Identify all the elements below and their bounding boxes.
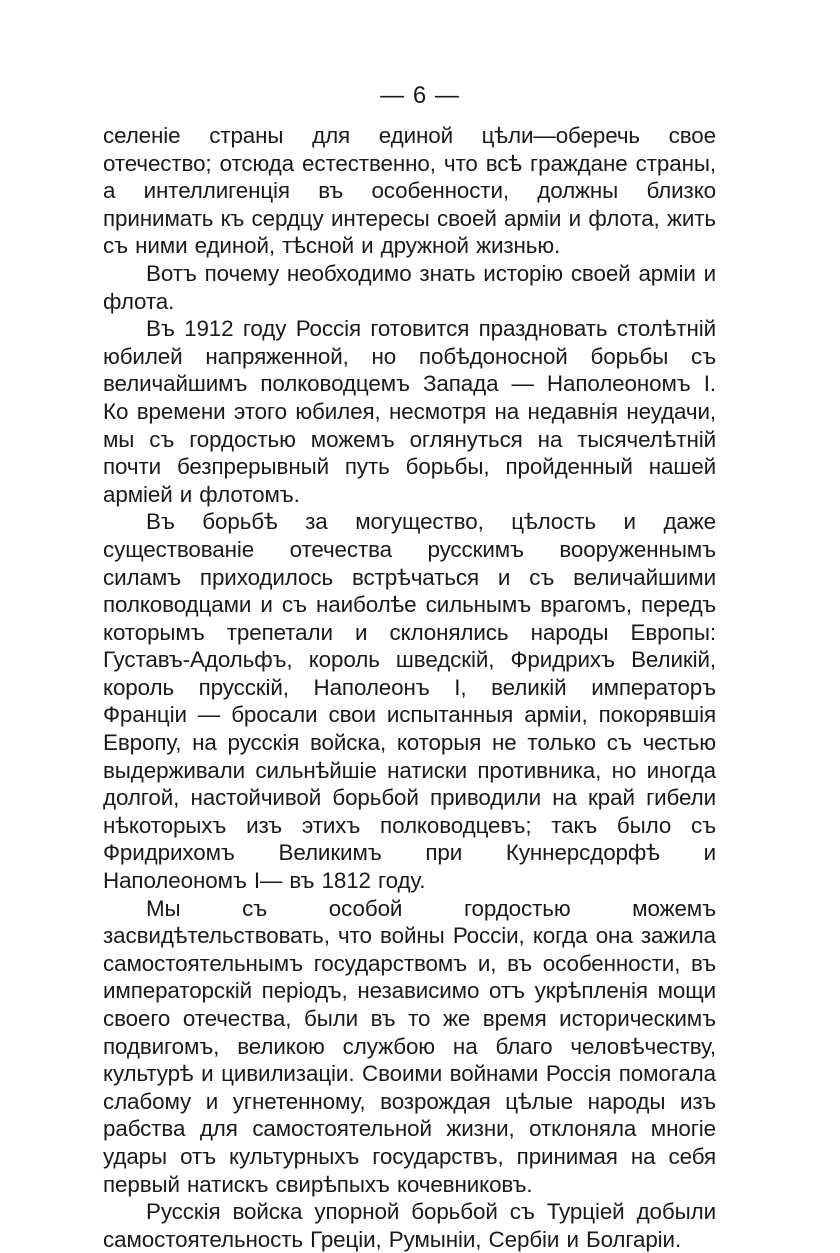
- body-text: [103, 122, 716, 1253]
- paragraph-1: селеніе страны для единой цѣли—оберечь свое отечество; отсюда естественно, что всѣ граждане страны, а интеллигенція въ особенности, должны близко принимать къ сердцу интересы своей арміи и флота, жить съ ними единой, тѣсной и дружной жизнью.: [103, 123, 716, 259]
- paragraph-5: Мы съ особой гордостью можемъ засвидѣтельствовать, что войны Россіи, когда она зажила самостоятельнымъ государствомъ и, въ особенности, въ императорскій періодъ, независимо отъ укрѣпленія мощи своего отечества, были въ то же время историческимъ подвигомъ, великою службою на благо человѣчеству, культурѣ и цивилизаціи. Своими войнами Россія помогала слабому и угнетенному, возрождая цѣлые народы изъ рабства для самостоятельной жизни, отклоняла многіе удары отъ культурныхъ государствъ, принимая на себя первый натискъ свирѣпыхъ кочевниковъ.: [103, 895, 716, 1197]
- paragraph-2: Вотъ почему необходимо знать исторію своей арміи и флота.: [103, 260, 716, 314]
- paragraph-4: Въ борьбѣ за могущество, цѣлость и даже существованіе отечества русскимъ вооруженнымъ силамъ приходилось встрѣчаться и съ величайшими полководцами и съ наиболѣе сильнымъ врагомъ, передъ которымъ трепетали и склонялись народы Европы: Густавъ-Адольфъ, король шведскій, Фридрихъ Великій, король прусскій, Наполеонъ I, великій императоръ Франціи — бросали свои испытанныя арміи, покорявшія Европу, на русскія войска, которыя не только съ честью выдерживали сильнѣйшіе натиски противника, но иногда долгой, настойчивой борьбой приводили на край гибели нѣкоторыхъ изъ этихъ полководцевъ; такъ было съ Фридрихомъ Великимъ при Куннерсдорфѣ и Наполеономъ I— въ 1812 году.: [103, 509, 716, 894]
- page-number: — 6 —: [380, 82, 460, 109]
- paragraph-3: Въ 1912 году Россія готовится праздновать столѣтній юбилей напряженной, но побѣдоносной борьбы съ величайшимъ полководцемъ Запада — Наполеономъ I. Ко времени этого юбилея, несмотря на недавнія неудачи, мы съ гордостью можемъ оглянуться на тысячелѣтній почти безпрерывный путь борьбы, пройденный нашей арміей и флотомъ.: [103, 316, 716, 507]
- paragraph-6: Русскія войска упорной борьбой съ Турціей добыли самостоятельность Греціи, Румыніи, Сербіи и Болгаріи.: [103, 1199, 716, 1252]
